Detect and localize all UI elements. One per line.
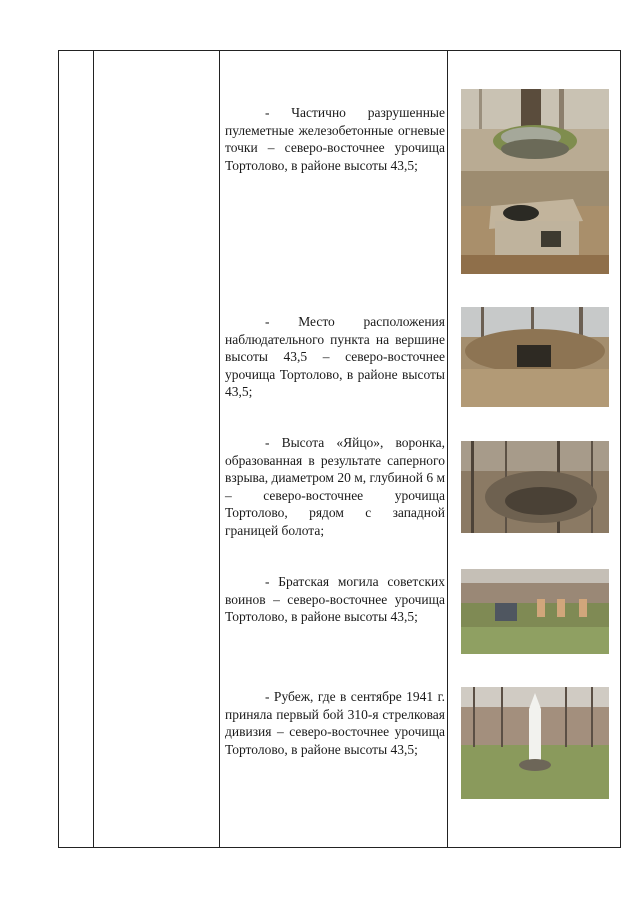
- column-divider-1: [93, 51, 94, 847]
- photo-observation-post-dugout: [461, 307, 609, 407]
- photo-concrete-firing-point: [461, 171, 609, 274]
- entry-text-defense-line-310: - Рубеж, где в сентябре 1941 г. приняла первый бой 310-я стрелковая дивизия – северо-восточнее урочища Тортолово, в районе высоты 43,5;: [225, 689, 445, 757]
- photo-mass-grave: [461, 569, 609, 654]
- photo-obelisk-monument: [461, 687, 609, 799]
- entry-text-mass-grave: - Братская могила советских воинов – северо-восточнее урочища Тортолово, в районе высоты 43,5;: [225, 574, 445, 624]
- entry-text-yaitso-crater: - Высота «Яйцо», воронка, образованная в результате саперного взрыва, диаметром 20 м, глубиной 6 м – северо-восточнее урочища Тортолово, рядом с западной границей болота;: [225, 435, 445, 538]
- document-table: [58, 50, 621, 848]
- photo-concrete-bunker-ruins: [461, 89, 609, 171]
- column-divider-3: [447, 51, 448, 847]
- photo-crater-yaitso: [461, 441, 609, 533]
- entry-text-observation-post: - Место расположения наблюдательного пункта на вершине высоты 43,5 – северо-восточнее урочища Тортолово, в районе высоты 43,5;: [225, 314, 445, 399]
- entry-text-firing-points: - Частично разрушенные пулеметные железобетонные огневые точки – северо-восточнее урочища Тортолово, в районе высоты 43,5;: [225, 105, 445, 173]
- column-divider-2: [219, 51, 220, 847]
